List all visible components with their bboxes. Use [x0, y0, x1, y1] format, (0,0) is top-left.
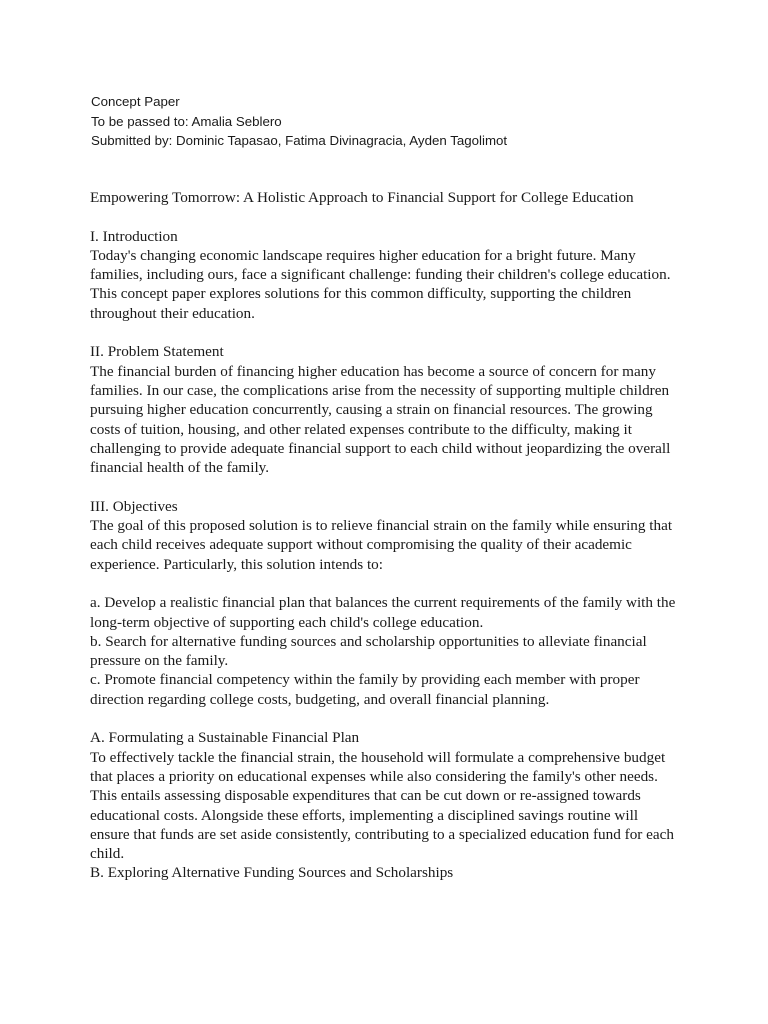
section-a-text: To effectively tackle the financial strain, the household will formulate a comprehensive budget that places a priority on educational expenses while also considering the family's other needs. This entails assessing disposable expenditures that can be cut down or re-assigned towards educational costs. Alongside these efforts, implementing a disciplined savings routine will ensure that funds are set aside consistently, contributing to a specialized education fund for each child. [90, 748, 674, 863]
section-heading-problem: II. Problem Statement [90, 343, 224, 361]
section-heading-objectives: III. Objectives [90, 497, 178, 515]
objective-item: b. Search for alternative funding sources and scholarship opportunities to alleviate financial pressure on the family. [90, 632, 647, 670]
document-header [91, 92, 507, 151]
paper-title: Empowering Tomorrow: A Holistic Approach to Financial Support for College Education [90, 189, 634, 206]
submitted-by: Submitted by: Dominic Tapasao, Fatima Divinagracia, Ayden Tagolimot [91, 133, 508, 148]
objective-item: c. Promote financial competency within the family by providing each member with proper direction regarding college costs, budgeting, and overall financial planning. [90, 671, 640, 708]
problem-text: The financial burden of financing higher education has become a source of concern for many families. In our case, the complications arise from the necessity of supporting multiple children pursuing higher education concurrently, causing a strain on financial resources. The growing costs of tuition, housing, and other related expenses contribute to the difficulty, making it challenging to provide adequate financial support to each child without jeopardizing the overall financial health of the family. [90, 362, 671, 477]
objectives-text: The goal of this proposed solution is to relieve financial strain on the family while ensuring that each child receives adequate support without compromising the quality of their academic experience. Particularly, this solution intends to: [90, 517, 673, 573]
section-heading-b: B. Exploring Alternative Funding Sources and Scholarships [90, 864, 454, 882]
section-heading-introduction: I. Introduction [90, 227, 178, 245]
objective-item: a. Develop a realistic financial plan that balances the current requirements of the family with the long-term objective of supporting each child's college education. [90, 594, 676, 631]
document-body [90, 188, 680, 883]
passed-to: To be passed to: Amalia Seblero [91, 113, 282, 129]
section-heading-a: A. Formulating a Sustainable Financial Plan [90, 729, 360, 747]
doc-type: Concept Paper [91, 94, 180, 109]
introduction-text: Today's changing economic landscape requires higher education for a bright future. Many families, including ours, face a significant challenge: funding their children's college education. This concept paper explores solutions for this common difficulty, supporting the children throughout their education. [90, 246, 671, 322]
